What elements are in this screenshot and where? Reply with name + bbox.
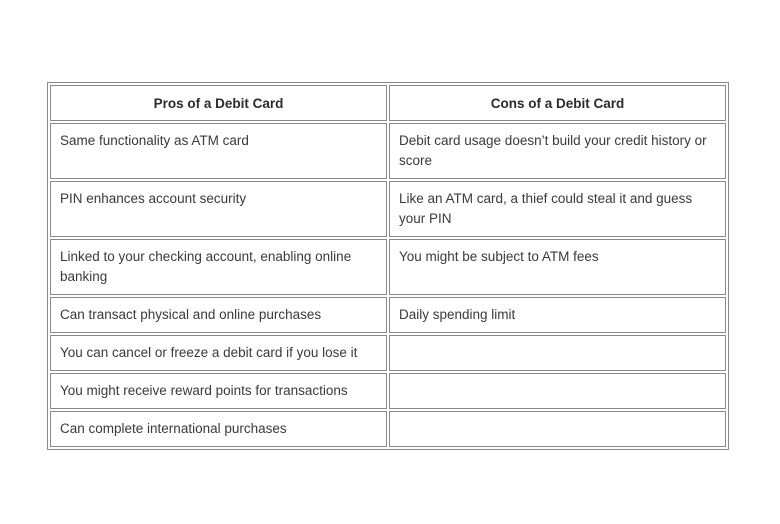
pros-cons-table [47, 82, 729, 450]
pro-cell: Can complete international purchases [50, 411, 387, 447]
table-row [50, 335, 726, 371]
pro-cell: Linked to your checking account, enabling online banking [50, 239, 387, 295]
pro-cell: PIN enhances account security [50, 181, 387, 237]
pros-cons-table-container [47, 82, 729, 450]
header-cons: Cons of a Debit Card [389, 85, 726, 121]
table-row [50, 181, 726, 237]
table-header-row [50, 85, 726, 121]
table-row [50, 123, 726, 179]
header-pros: Pros of a Debit Card [50, 85, 387, 121]
con-cell [389, 411, 726, 447]
pro-cell: You can cancel or freeze a debit card if you lose it [50, 335, 387, 371]
table-row [50, 297, 726, 333]
table-row [50, 239, 726, 295]
pro-cell: Can transact physical and online purchases [50, 297, 387, 333]
pro-cell: You might receive reward points for transactions [50, 373, 387, 409]
table-row [50, 411, 726, 447]
con-cell: Daily spending limit [389, 297, 726, 333]
con-cell: You might be subject to ATM fees [389, 239, 726, 295]
con-cell: Debit card usage doesn’t build your credit history or score [389, 123, 726, 179]
pro-cell: Same functionality as ATM card [50, 123, 387, 179]
con-cell [389, 373, 726, 409]
con-cell: Like an ATM card, a thief could steal it and guess your PIN [389, 181, 726, 237]
con-cell [389, 335, 726, 371]
table-row [50, 373, 726, 409]
